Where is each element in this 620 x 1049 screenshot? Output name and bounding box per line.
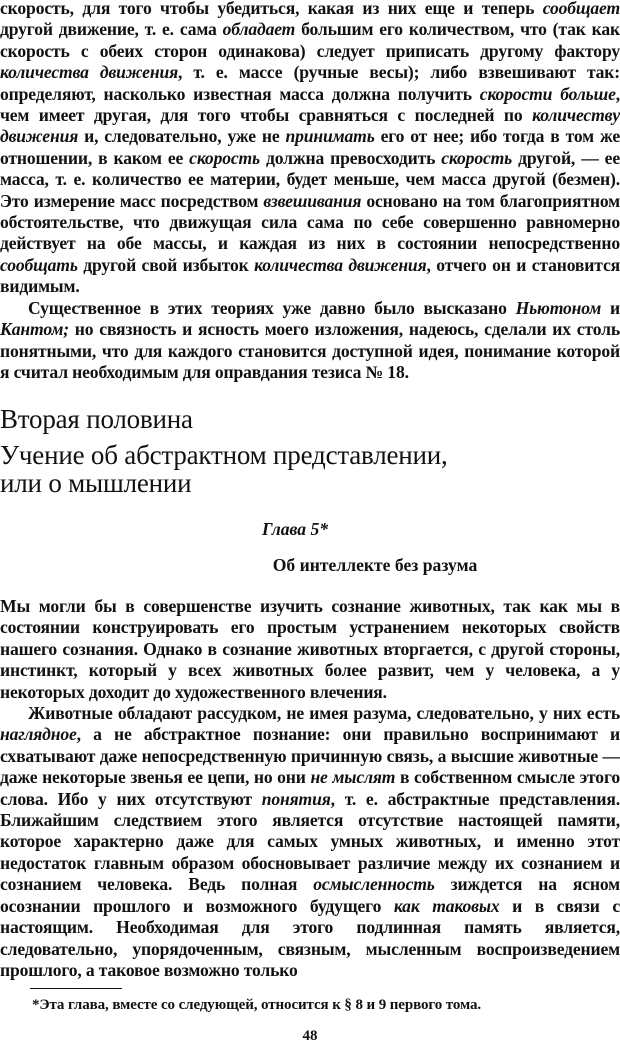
top-text-block <box>0 0 620 383</box>
text-run: и в связи с настоящим. Необходимая для этого подлинная память является, следовательно, упорядоченным, связным, мысленным воспроизведением прошлого, а таковое возможно только <box>0 895 620 980</box>
page-number: 48 <box>302 1028 318 1044</box>
text-run: скорость, для того чтобы убедиться, какая из них еще и теперь <box>0 0 543 18</box>
italic-run: взвешивания <box>263 190 362 211</box>
italic-run: Кантом; <box>0 319 69 340</box>
italic-run: скорость <box>189 147 260 168</box>
italic-run: количеству движения <box>0 105 620 147</box>
section-title-line-2: или о мышлении <box>0 468 192 498</box>
text-run: и, следовательно, уже не <box>78 126 286 147</box>
footnote: *Эта глава, вместе со следующей, относится к § 8 и 9 первого тома. <box>32 997 482 1013</box>
italic-run: Ньютоном <box>515 297 602 318</box>
italic-run: не мыслят <box>310 767 396 788</box>
chapter-title: Об интеллекте без разума <box>272 555 478 575</box>
italic-run: количества движения <box>0 62 178 83</box>
text-run: но связность и ясность моего изложения, надеюсь, сделали их столь понятными, что для каждого становится доступной идея, понимание которой я считал необходимым для оправдания тезиса № 18. <box>0 319 620 382</box>
italic-run: осмысленность <box>313 874 435 895</box>
paragraph-top-1 <box>0 0 620 298</box>
text-run: зиждется на ясном осознании прошлого и возможного будущего <box>0 874 620 916</box>
text-run: другой, — ее масса, т. е. количество ее материи, будет меньше, чем масса другой (безмен). Это измерение масс посредством <box>0 147 620 211</box>
italic-run: скорость <box>441 147 513 168</box>
text-run: , т. е. абстрактные представления. Ближайшим следствием этого является отсутствие настоящей памяти, которое характерно даже для самых умных животных, и именно этот недостаток главным образом обосновывает различие между их сознанием и сознанием человека. Ведь полная <box>0 788 620 895</box>
text-run: и <box>601 297 620 318</box>
bottom-text-block <box>0 596 620 981</box>
italic-run: понятия <box>261 788 331 809</box>
text-run: его от нее; ибо тогда в том же отношении, в каком ее <box>0 126 620 168</box>
italic-run: обладает <box>222 19 296 40</box>
text-run: основано на том благоприятном обстоятельстве, что движущая сила сама по себе совершенно равномерно действует на обе массы, и каждая из них в состоянии непосредственно <box>0 190 620 254</box>
text-run: другой движение, т. е. сама <box>0 19 223 40</box>
paragraph-bottom-1 <box>0 596 620 703</box>
text-run: , т. е. массе (ручные весы); либо взвешивают так: определяют, насколько известная масса должна получить <box>0 62 620 104</box>
text-run: в собственном смысле этого слова. Ибо у них отсутствуют <box>0 767 620 809</box>
text-run: Животные обладают рассудком, не имея разума, следовательно, у них есть <box>28 703 620 724</box>
italic-run: скорости больше <box>479 83 616 104</box>
paragraph-bottom-2 <box>0 703 620 981</box>
italic-run: как таковых <box>393 895 500 916</box>
paragraph-top-2 <box>0 298 620 384</box>
text-run: большим его количеством, что (так как скорость с обеих сторон одинакова) следует приписать другому фактору <box>0 19 620 61</box>
text-run: Существенное в этих теориях уже давно было высказано <box>28 297 516 318</box>
chapter-number: Глава 5* <box>262 519 329 539</box>
italic-run: сообщать <box>0 254 78 275</box>
text-run: , а не абстрактное познание: они правильно воспринимают и схватывают даже непосредственную причинную связь, а высшие животные — даже некоторые звенья ее цепи, но они <box>0 724 620 788</box>
italic-run: принимать <box>285 126 375 147</box>
text-run: должна превосходить <box>259 147 442 168</box>
section-half-heading: Вторая половина <box>0 404 193 434</box>
italic-run: сообщает <box>542 0 620 18</box>
text-run: , отчего он и становится видимым. <box>0 254 620 297</box>
italic-run: наглядное <box>0 724 77 745</box>
italic-run: количества движения <box>254 254 427 275</box>
text-run: другой свой избыток <box>77 254 255 275</box>
footnote-divider <box>30 988 122 989</box>
section-title-line-1: Учение об абстрактном представлении, <box>0 440 448 470</box>
text-run: Мы могли бы в совершенстве изучить сознание животных, так как мы в состоянии конструировать его простым устранением некоторых свойств нашего сознания. Однако в сознание животных вторгается, с другой стороны, инстинкт, который у всех животных более развит, чем у человека, а у некоторых доходит до художественного влечения. <box>0 596 620 702</box>
text-run: , чем имеет другая, для того чтобы сравняться с последней по <box>0 83 620 126</box>
